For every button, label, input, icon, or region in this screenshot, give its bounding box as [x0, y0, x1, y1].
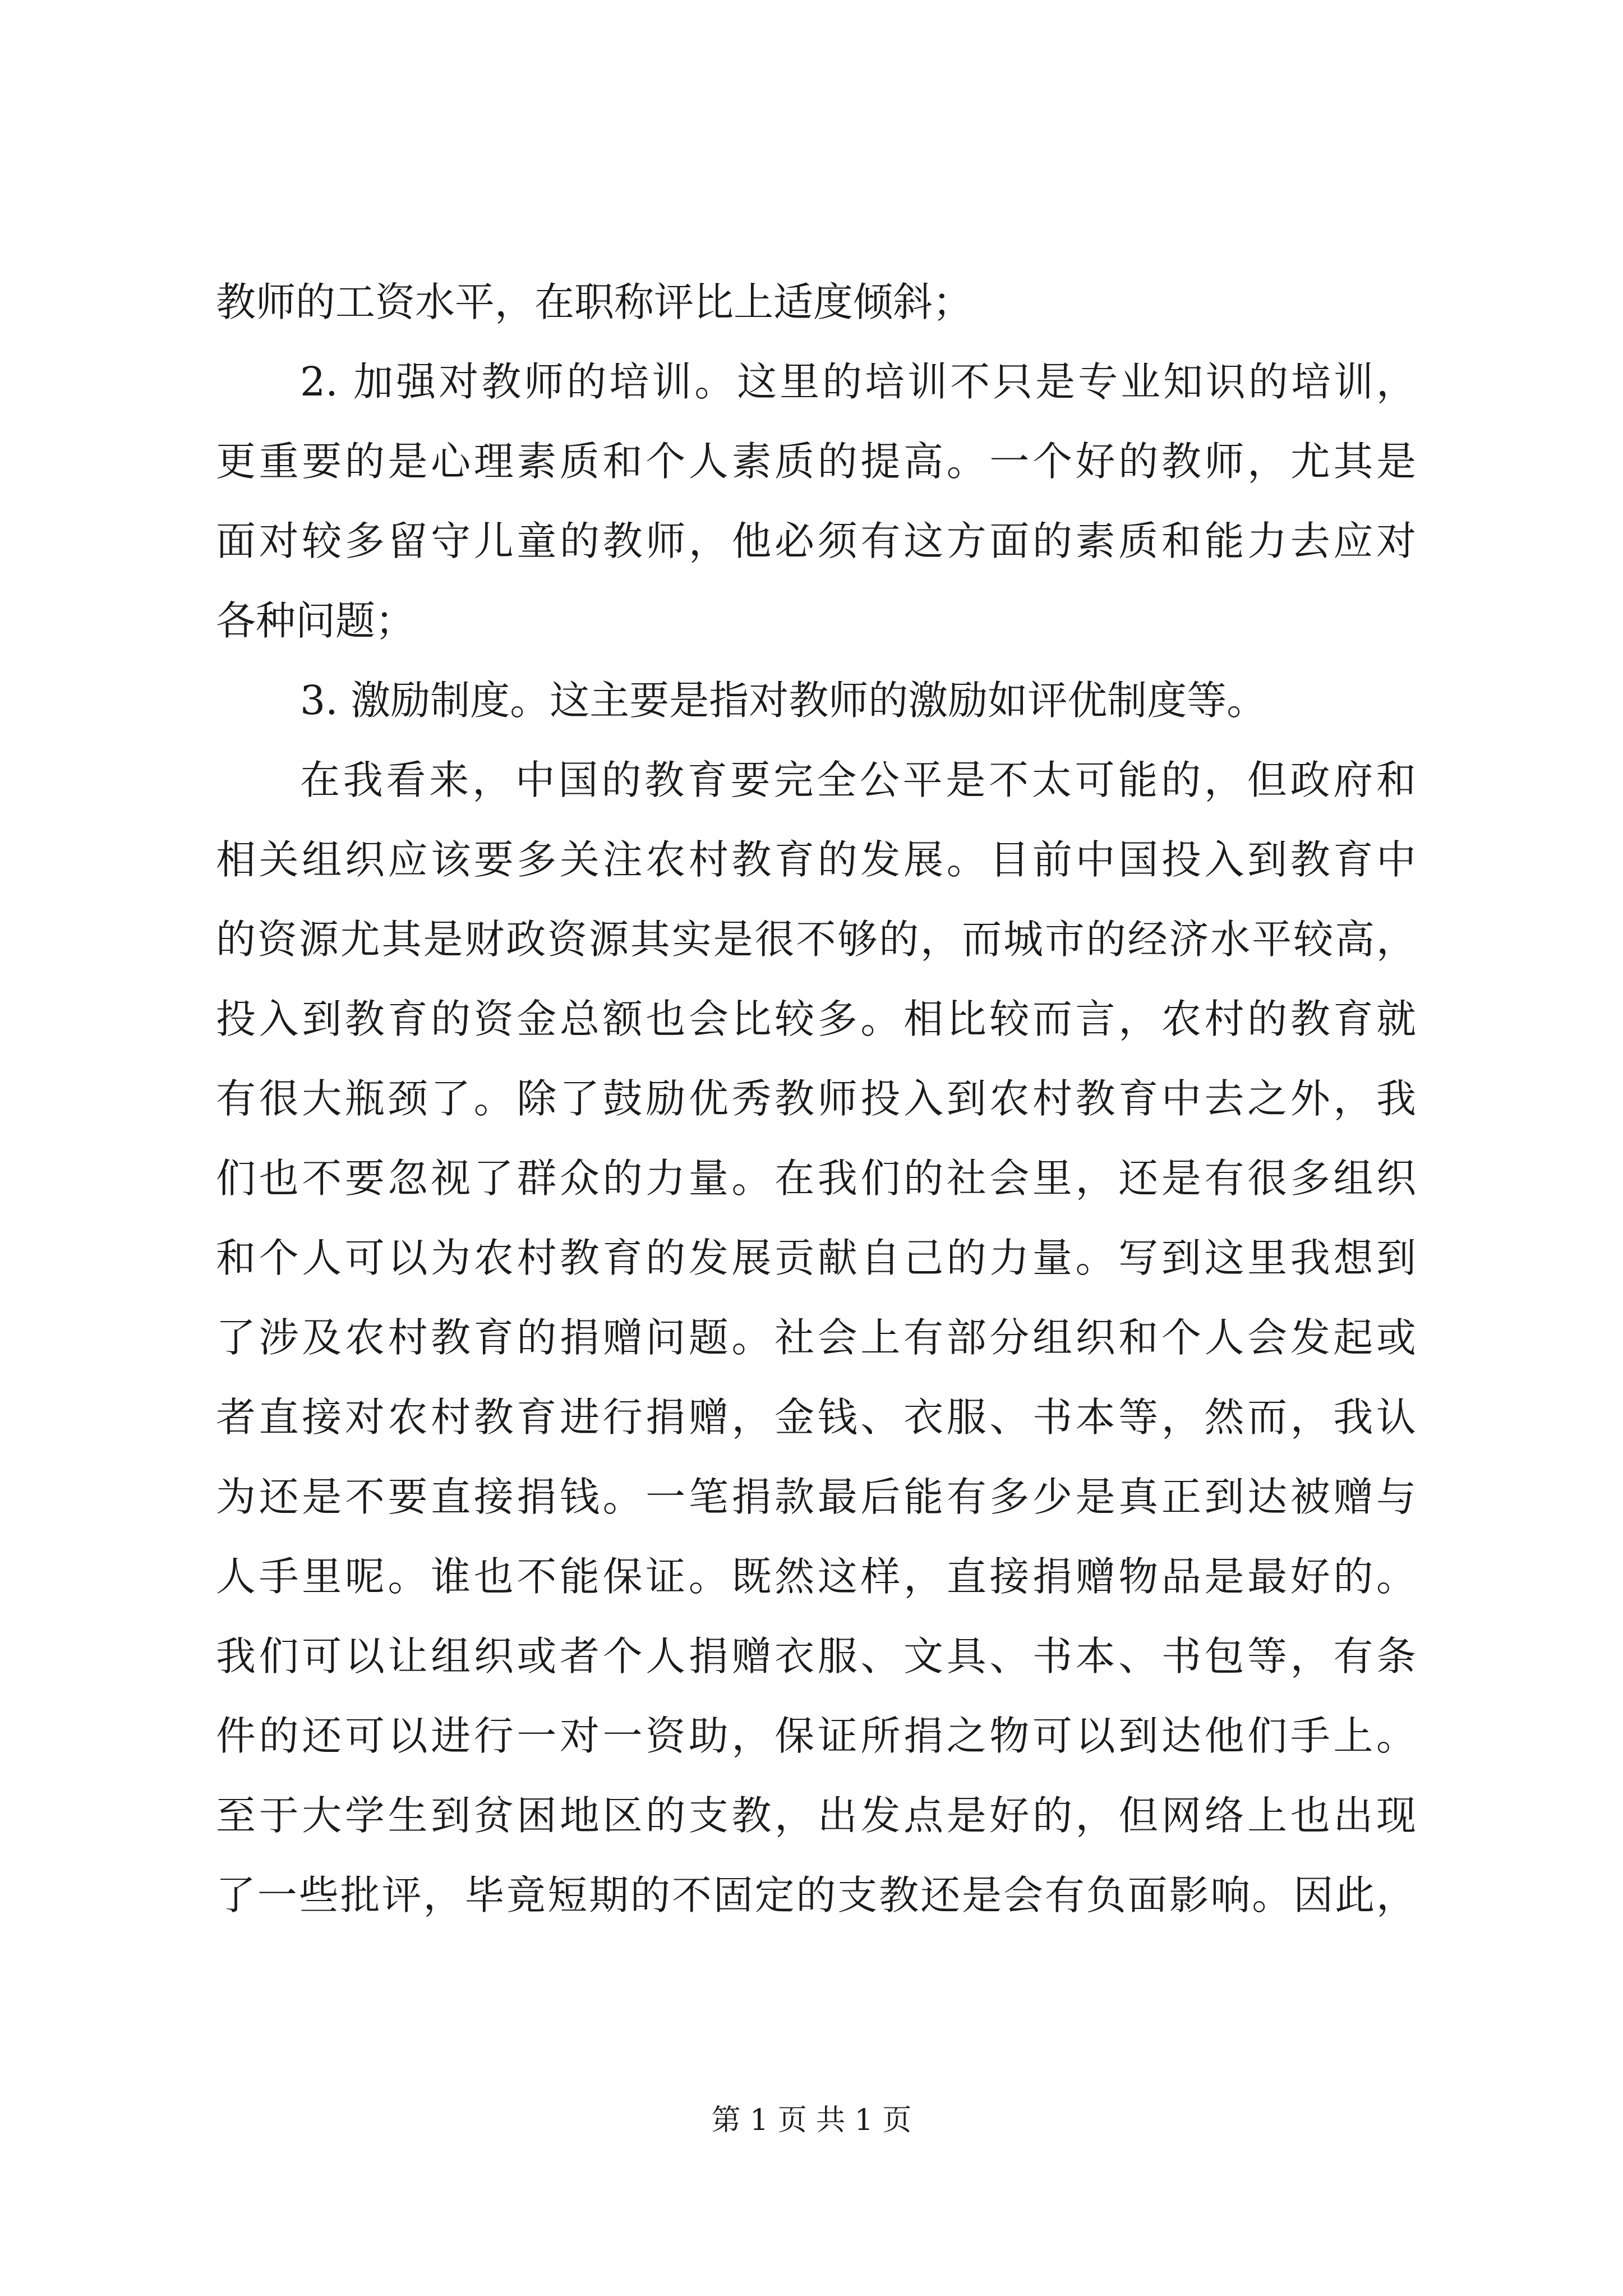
text-line: 了涉及农村教育的捐赠问题。社会上有部分组织和个人会发起或 [216, 1314, 1416, 1361]
page-footer: 第 1 页 共 1 页 [711, 2104, 912, 2137]
text-line: 者直接对农村教育进行捐赠，金钱、衣服、书本等，然而，我认 [216, 1394, 1416, 1441]
text-line: 人手里呢。谁也不能保证。既然这样，直接捐赠物品是最好的。 [216, 1553, 1416, 1600]
text-line: 相关组织应该要多关注农村教育的发展。目前中国投入到教育中 [216, 836, 1416, 883]
text-line: 件的还可以进行一对一资助，保证所捐之物可以到达他们手上。 [216, 1713, 1416, 1759]
text-line: 2. 加强对教师的培训。这里的培训不只是专业知识的培训， [300, 358, 1416, 405]
text-line: 有很大瓶颈了。除了鼓励优秀教师投入到农村教育中去之外，我 [216, 1075, 1416, 1122]
text-line: 各种问题； [216, 597, 416, 644]
text-line: 更重要的是心理素质和个人素质的提高。一个好的教师，尤其是 [216, 438, 1416, 485]
document-body [216, 263, 1416, 1935]
text-line: 为还是不要直接捐钱。一笔捐款最后能有多少是真正到达被赠与 [216, 1474, 1416, 1520]
text-line: 我们可以让组织或者个人捐赠衣服、文具、书本、书包等，有条 [216, 1633, 1416, 1680]
text-line: 们也不要忽视了群众的力量。在我们的社会里，还是有很多组织 [216, 1155, 1416, 1202]
text-line: 教师的工资水平，在职称评比上适度倾斜； [216, 279, 973, 325]
text-line: 了一些批评，毕竟短期的不固定的支教还是会有负面影响。因此， [216, 1872, 1416, 1918]
text-line: 和个人可以为农村教育的发展贡献自己的力量。写到这里我想到 [216, 1235, 1416, 1281]
text-line: 至于大学生到贫困地区的支教，出发点是好的，但网络上也出现 [216, 1792, 1416, 1839]
text-line: 面对较多留守儿童的教师，他必须有这方面的素质和能力去应对 [216, 518, 1416, 564]
text-line: 在我看来，中国的教育要完全公平是不太可能的，但政府和 [300, 757, 1416, 803]
text-line: 投入到教育的资金总额也会比较多。相比较而言，农村的教育就 [216, 996, 1416, 1042]
text-line: 3. 激励制度。这主要是指对教师的激励如评优制度等。 [300, 677, 1267, 724]
text-line: 的资源尤其是财政资源其实是很不够的，而城市的经济水平较高， [216, 916, 1416, 963]
